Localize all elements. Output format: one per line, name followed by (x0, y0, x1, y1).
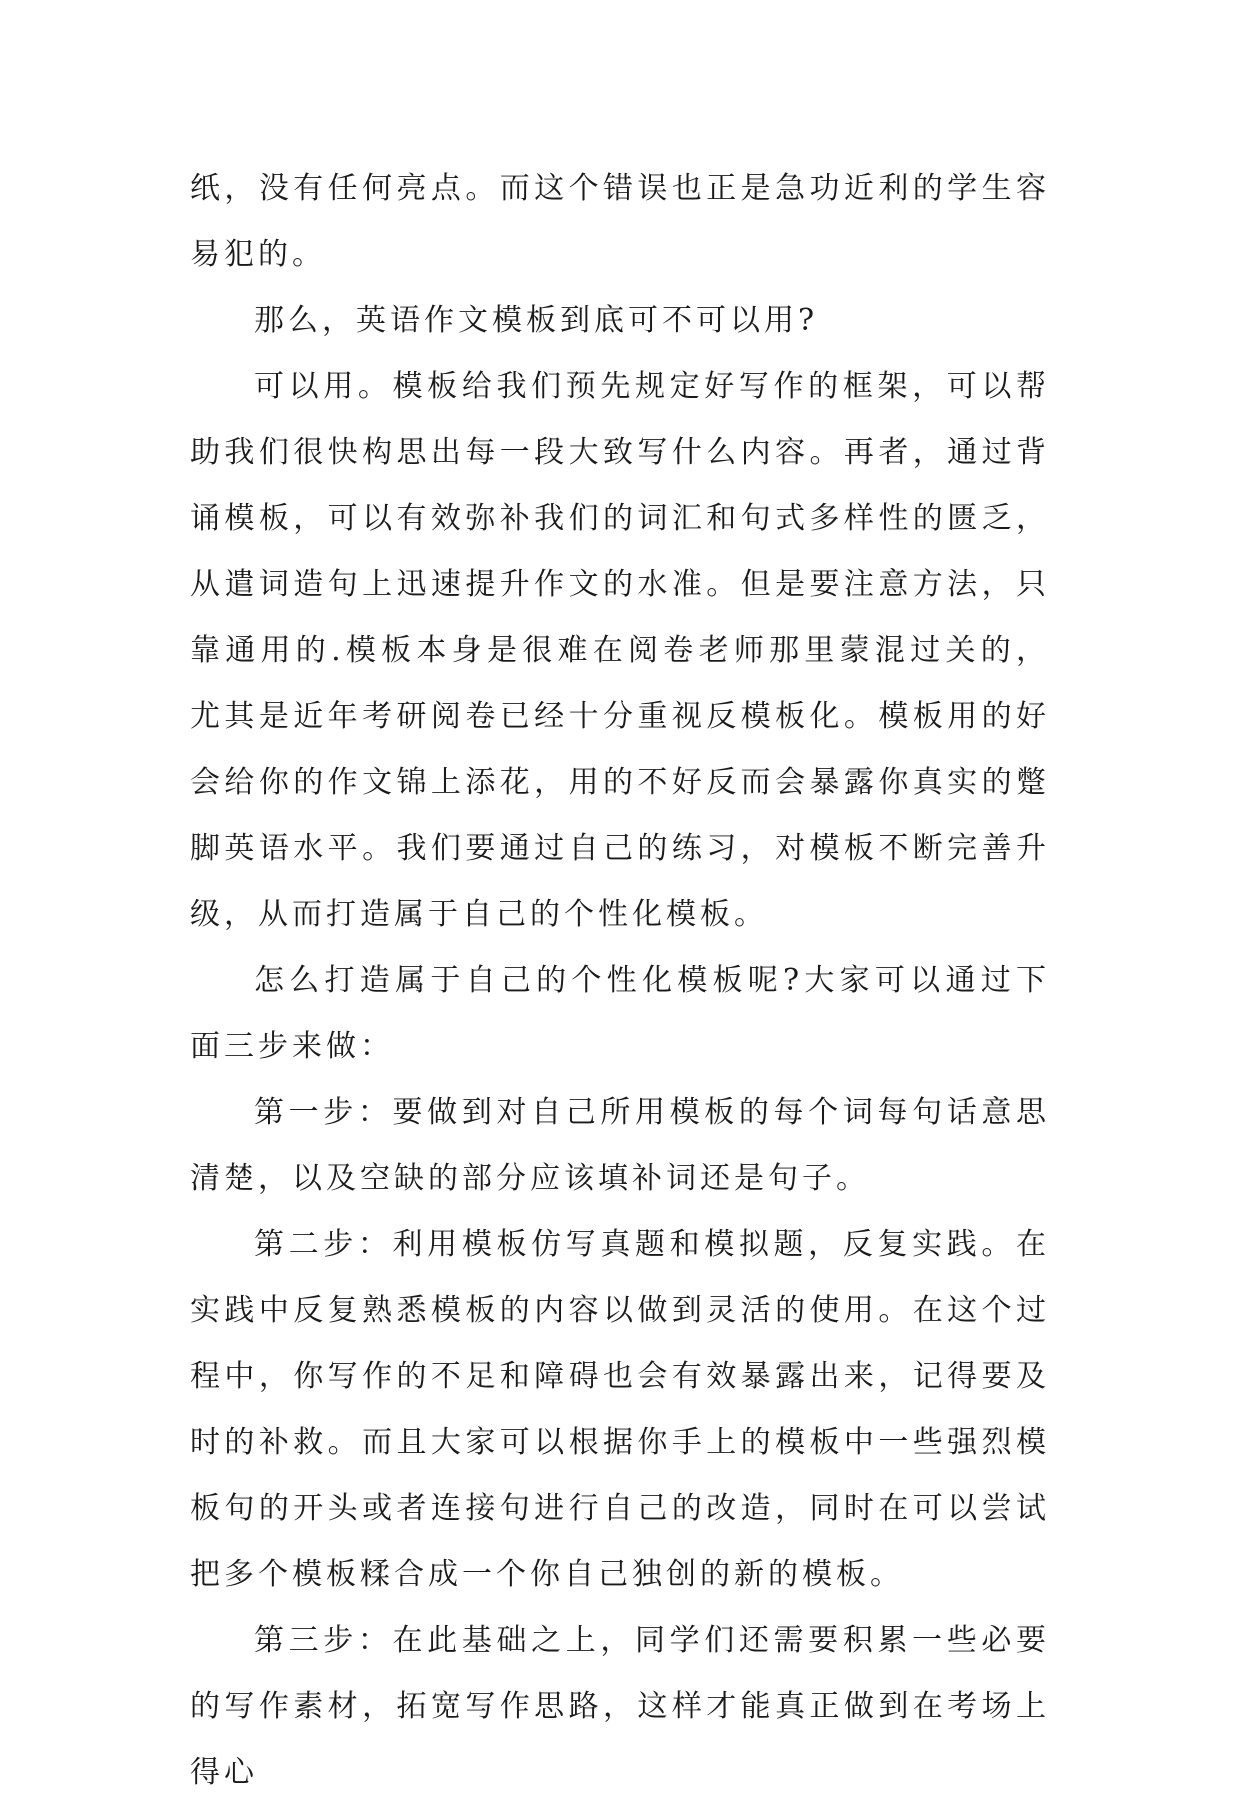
paragraph-step-one: 第一步：要做到对自己所用模板的每个词每句话意思清楚，以及空缺的部分应该填补词还是句子。 (190, 1095, 1050, 1196)
body-text (190, 156, 1050, 1806)
paragraph-question: 那么，英语作文模板到底可不可以用? (254, 303, 819, 338)
paragraph-continuation: 纸，没有任何亮点。而这个错误也正是急功近利的学生容易犯的。 (190, 171, 1050, 272)
paragraph-step-two: 第二步：利用模板仿写真题和模拟题，反复实践。在实践中反复熟悉模板的内容以做到灵活的使用。在这个过程中，你写作的不足和障碍也会有效暴露出来，记得要及时的补救。而且大家可以根据你手上的模板中一些强烈模板句的开头或者连接句进行自己的改造，同时在可以尝试把多个模板糅合成一个你自己独创的新的模板。 (190, 1227, 1050, 1592)
paragraph-how-to: 怎么打造属于自己的个性化模板呢?大家可以通过下面三步来做： (190, 963, 1050, 1064)
paragraph-answer: 可以用。模板给我们预先规定好写作的框架，可以帮助我们很快构思出每一段大致写什么内容。再者，通过背诵模板，可以有效弥补我们的词汇和句式多样性的匮乏，从遣词造句上迅速提升作文的水准。但是要注意方法，只靠通用的.模板本身是很难在阅卷老师那里蒙混过关的，尤其是近年考研阅卷已经十分重视反模板化。模板用的好会给你的作文锦上添花，用的不好反而会暴露你真实的蹩脚英语水平。我们要通过自己的练习，对模板不断完善升级，从而打造属于自己的个性化模板。 (190, 369, 1050, 932)
paragraph-step-three: 第三步：在此基础之上，同学们还需要积累一些必要的写作素材，拓宽写作思路，这样才能真正做到在考场上得心 (190, 1623, 1050, 1790)
